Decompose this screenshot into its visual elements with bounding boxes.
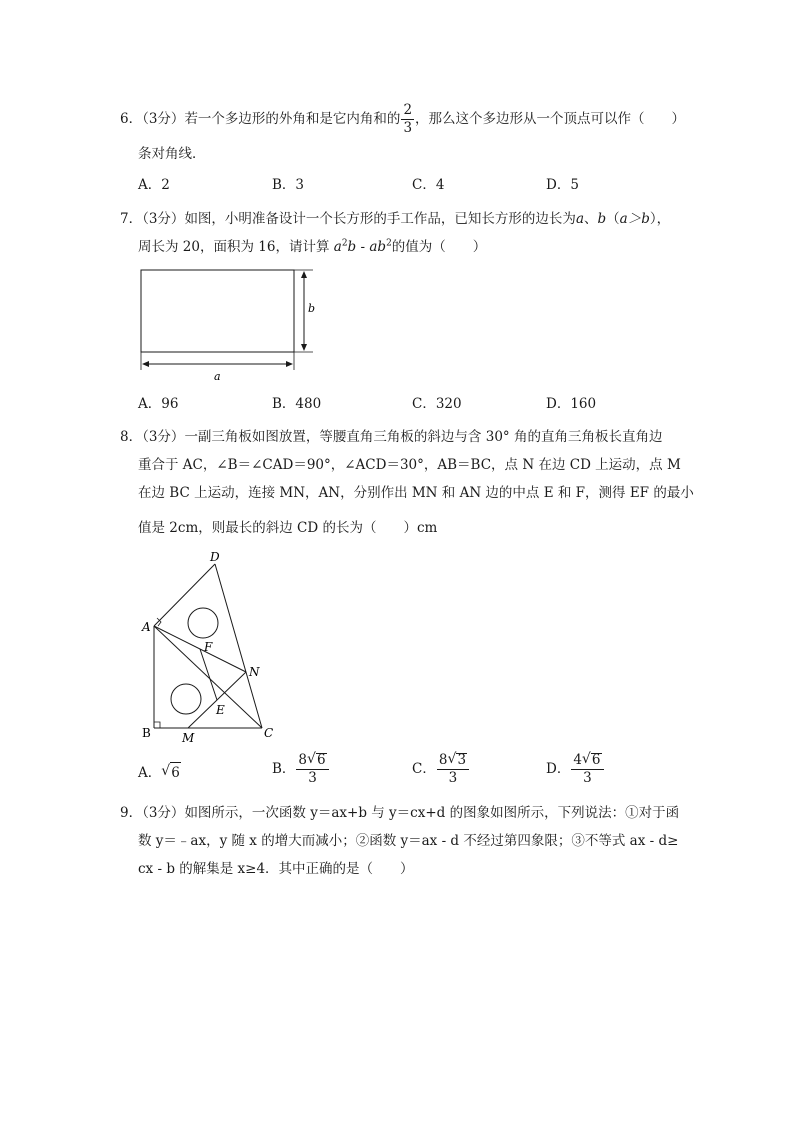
ruler-hole-lower [171, 684, 201, 714]
label-B: B [142, 726, 151, 740]
label-M: M [182, 731, 195, 745]
question-7-number: 7． [120, 211, 143, 227]
question-9-line-1: 9．（3分）如图所示，一次函数 y＝ax+b 与 y＝cx+d 的图象如图所示，下列说法：①对于函 [120, 805, 680, 821]
question-8-line-2: 重合于 AC，∠B＝∠CAD＝90°，∠ACD＝30°，AB＝BC，点 N 在边 CD 上运动，点 M [138, 457, 681, 473]
question-6-option-d[interactable]: D．5 [546, 177, 579, 193]
question-7-score: （3分） [142, 211, 185, 227]
question-6-fraction [401, 104, 414, 135]
question-6-number: 6． [120, 111, 143, 127]
right-angle-mark-B [154, 722, 160, 728]
height-arrow-head-bottom [301, 344, 307, 351]
question-7-option-d[interactable]: D．160 [546, 396, 597, 412]
question-7-option-b[interactable]: B．480 [272, 396, 322, 412]
question-8-option-c[interactable]: C． $\frac{8√ 3}{3}$ [412, 753, 470, 785]
label-A: A [142, 620, 151, 634]
fraction-denominator: 3 [403, 119, 413, 136]
question-7-line-2: 周长为 20，面积为 16，请计算 $a^2b - ab^2$的值为（ ） [138, 238, 487, 255]
question-8-option-d[interactable]: D． $\frac{4√ 6}{3}$ [546, 753, 605, 785]
triangle-figure [130, 548, 290, 748]
question-8-option-a[interactable]: A．√ 6 [138, 762, 181, 783]
question-8-line-3: 在边 BC 上运动，连接 MN，AN，分别作出 MN 和 AN 边的中点 E 和 F，测得 EF 的最小 [138, 485, 694, 501]
label-b: b [308, 302, 316, 315]
segment-AD [154, 564, 215, 626]
question-8-option-b[interactable]: B． $\frac{8√ 6}{3}$ [272, 753, 330, 785]
question-6-text-after: ，那么这个多边形从一个顶点可以作（ ） [415, 111, 686, 127]
question-9-line-3: cx - b 的解集是 x≥4．其中正确的是（ ） [138, 861, 414, 877]
question-7-line-1: 7．（3分）如图，小明准备设计一个长方形的手工作品，已知长方形的边长为a、b（a＞b）， [120, 211, 671, 227]
rectangle-figure [130, 262, 330, 386]
label-a: a [214, 370, 221, 383]
label-D: D [210, 550, 220, 564]
question-6-line-2: 条对角线． [138, 146, 206, 162]
width-arrow-head-right [286, 361, 293, 367]
question-7-option-a[interactable]: A．96 [138, 396, 179, 412]
sqrt-symbol: √ 6 [161, 762, 181, 783]
label-C: C [264, 726, 274, 740]
question-8-score: （3分） [142, 429, 185, 445]
question-6-option-a[interactable]: A．2 [138, 177, 170, 193]
label-F: F [204, 640, 213, 654]
fraction-numerator: 2 [403, 102, 413, 118]
width-arrow-head-left [142, 361, 149, 367]
question-6-line-1 [120, 104, 685, 135]
question-9-score: （3分） [142, 805, 185, 821]
option-c-fraction: $\frac{8√ 3}{3}$ [437, 753, 469, 785]
label-E: E [216, 703, 225, 717]
question-6-option-c[interactable]: C．4 [412, 177, 445, 193]
question-6-score: （3分） [142, 111, 185, 127]
rectangle-shape [141, 270, 294, 352]
question-6-text-before: 若一个多边形的外角和是它内角和的 [184, 111, 401, 127]
height-arrow-head-top [301, 271, 307, 278]
question-8-number: 8． [120, 429, 143, 445]
question-7-option-c[interactable]: C．320 [412, 396, 462, 412]
question-8-line-4: 值是 2cm，则最长的斜边 CD 的长为（ ）cm [138, 520, 438, 536]
question-8-line-1: 8．（3分）一副三角板如图放置，等腰直角三角板的斜边与含 30° 角的直角三角板长直角边 [120, 429, 663, 445]
label-N: N [249, 665, 260, 679]
ruler-hole-upper [188, 608, 218, 638]
question-9-line-2: 数 y＝﹣ax，y 随 x 的增大而减小；②函数 y＝ax - d 不经过第四象限；③不等式 ax - d≥ [138, 833, 679, 849]
option-d-fraction: $\frac{4√ 6}{3}$ [571, 753, 603, 785]
question-6-option-b[interactable]: B．3 [272, 177, 305, 193]
question-9-number: 9． [120, 805, 143, 821]
option-b-fraction: $\frac{8√ 6}{3}$ [296, 753, 328, 785]
